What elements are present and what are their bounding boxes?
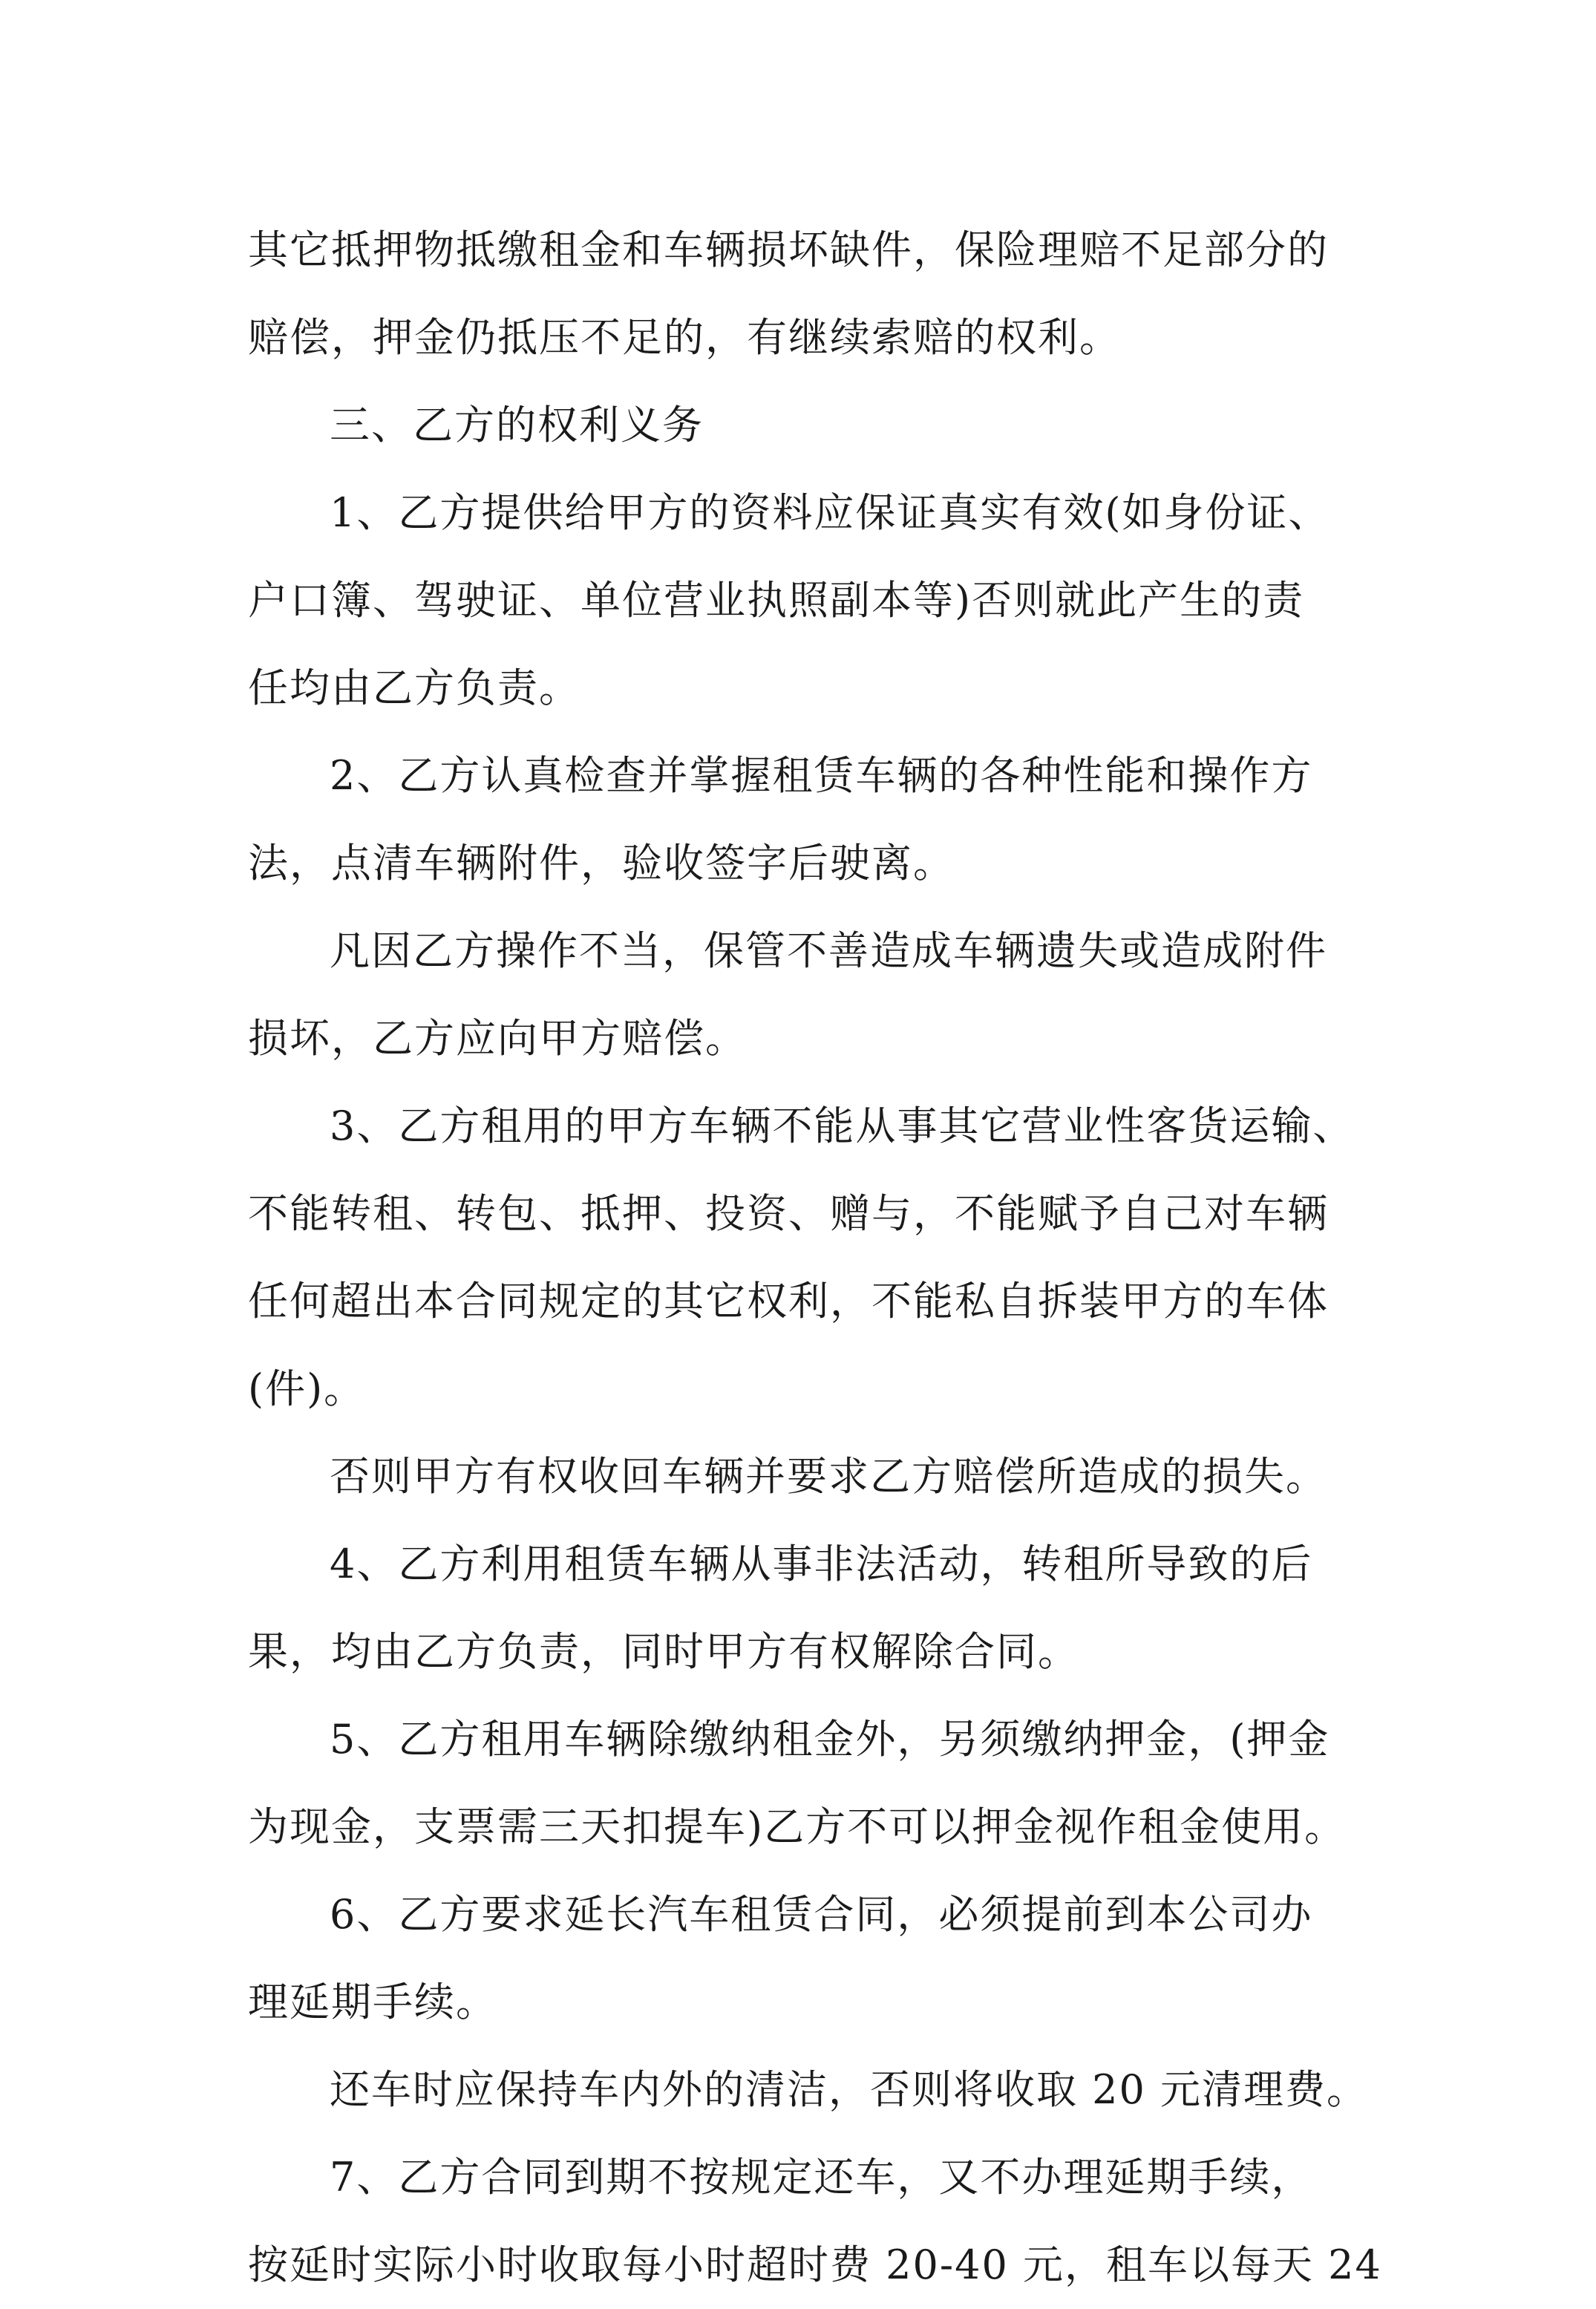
text-line: 果，均由乙方负责，同时甲方有权解除合同。 [248, 1628, 1079, 1675]
text-line: 损坏，乙方应向甲方赔偿。 [248, 1015, 747, 1062]
text-line: 2、乙方认真检查并掌握租赁车辆的各种性能和操作方 [330, 752, 1313, 799]
text-line: 户口簿、驾驶证、单位营业执照副本等)否则就此产生的责 [248, 577, 1305, 624]
text-line: 凡因乙方操作不当，保管不善造成车辆遗失或造成附件 [330, 927, 1327, 974]
text-line: 还车时应保持车内外的清洁，否则将收取 20 元清理费。 [330, 2066, 1369, 2113]
section-heading: 三、乙方的权利义务 [330, 402, 704, 448]
text-line: 5、乙方租用车辆除缴纳租金外，另须缴纳押金，(押金 [330, 1716, 1330, 1763]
document-body [248, 206, 1382, 2309]
text-line: 3、乙方租用的甲方车辆不能从事其它营业性客货运输、 [330, 1103, 1355, 1149]
text-line: 任何超出本合同规定的其它权利，不能私自拆装甲方的车体 [248, 1278, 1329, 1325]
text-line: 7、乙方合同到期不按规定还车，又不办理延期手续， [330, 2154, 1313, 2201]
text-line: 按延时实际小时收取每小时超时费 20-40 元，租车以每天 24 [248, 2241, 1382, 2288]
text-line: 1、乙方提供给甲方的资料应保证真实有效(如身份证、 [330, 489, 1330, 536]
text-line: 理延期手续。 [248, 1979, 497, 2025]
text-line: 不能转租、转包、抵押、投资、赠与，不能赋予自己对车辆 [248, 1190, 1329, 1237]
text-line: 赔偿，押金仍抵压不足的，有继续索赔的权利。 [248, 314, 1121, 361]
text-line: 任均由乙方负责。 [248, 664, 580, 711]
text-line: 为现金，支票需三天扣提车)乙方不可以押金视作租金使用。 [248, 1803, 1347, 1850]
text-line: 法，点清车辆附件，验收签字后驶离。 [248, 840, 955, 886]
text-line: 4、乙方利用租赁车辆从事非法活动，转租所导致的后 [330, 1541, 1313, 1587]
text-line: (件)。 [248, 1365, 366, 1412]
text-line: 否则甲方有权收回车辆并要求乙方赔偿所造成的损失。 [330, 1453, 1327, 1500]
text-line: 6、乙方要求延长汽车租赁合同，必须提前到本公司办 [330, 1891, 1313, 1938]
text-line: 其它抵押物抵缴租金和车辆损坏缺件，保险理赔不足部分的 [248, 226, 1329, 273]
